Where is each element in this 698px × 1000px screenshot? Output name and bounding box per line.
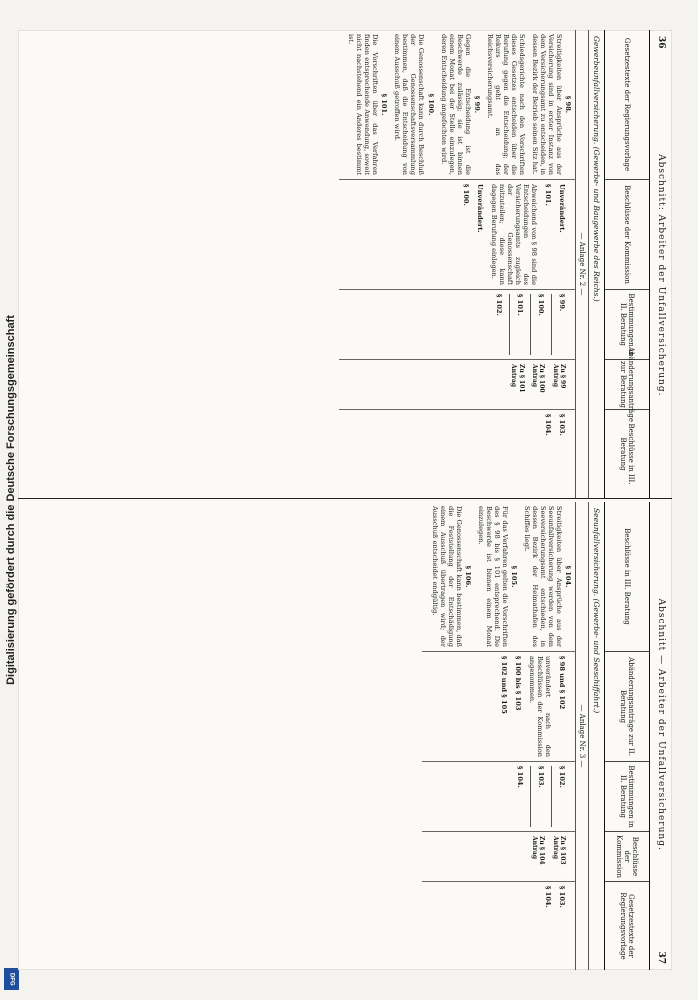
section-heading: Gewerbeunfallversicherung. (Gewerbe- und Baugewerbe des Reichs.)	[588, 30, 604, 498]
section-ref: § 103.	[558, 414, 566, 436]
section-ref: Unverändert.	[475, 184, 484, 233]
table-body	[339, 30, 575, 498]
paragraph: § 99. Gegen die Entscheidung ist die Beschwerde zulässig; sie ist binnen einem Monat bei der Stelle einzulegen, deren Entscheidung angefochten wird.	[439, 34, 481, 175]
column-ii-beratung	[423, 762, 576, 832]
column-kommission	[339, 180, 575, 290]
paragraph: § 106. Die Genossenschaft kann bestimmen, daß die Feststellung der Entschädigung einem Ausschuß übertragen wird; der Ausschuß entscheidet endgültig.	[430, 506, 472, 647]
amendment-ref: Zu § 99 Antrag	[551, 364, 566, 389]
scanned-page	[18, 30, 672, 970]
section-ref: § 104.	[543, 414, 552, 436]
section-ref: § 104.	[515, 766, 524, 788]
section-heading: Seeunfallversicherung. (Gewerbe- und Seeschiffahrt.)	[588, 502, 604, 970]
paragraph: Abweichend von § 98 sind die Entscheidungen des Versicherungsamts zugleich der Genossenschaft mitzuteilen; diese kann dagegen Berufung einlegen.	[489, 184, 538, 285]
right-page	[18, 502, 672, 970]
page-number: 36	[656, 36, 666, 49]
section-ref: § 100 bis § 103	[513, 656, 522, 711]
column-header: Beschlüsse in III. Beratung	[605, 502, 649, 652]
column-antraege	[339, 360, 575, 410]
paragraph: § 101. Die Vorschriften über das Verfahren finden entsprechende Anwendung, soweit nicht nachstehend ein Anderes bestimmt ist.	[347, 34, 389, 175]
amendment-ref: Zu § 103 Antrag	[551, 836, 566, 865]
column-header: Gesetzestexte der Regierungsvorlage	[605, 30, 649, 180]
section-ref: § 100.	[461, 184, 470, 206]
section-subheading: — Anlage Nr. 2 —	[575, 30, 588, 498]
section-ref: § 102.	[494, 294, 503, 316]
amendment-ref: Zu § 104 Antrag	[531, 836, 546, 865]
paragraph: unverändert nach den Beschlüssen der Kommission angenommen.	[527, 656, 552, 757]
section-ref: § 101.	[543, 184, 552, 206]
amendment-ref: Zu § 100 Antrag	[531, 364, 546, 393]
section-subheading: — Anlage Nr. 3 —	[575, 502, 588, 970]
column-headers	[604, 502, 649, 970]
section-ref: § 102.	[558, 766, 566, 788]
section-ref: § 102 und § 105	[499, 656, 508, 714]
column-regierungsvorlage	[423, 882, 576, 970]
column-ii-beratung	[339, 290, 575, 360]
column-header: Bestimmungen in II. Beratung	[605, 290, 649, 360]
column-iii-beratung	[339, 410, 575, 498]
column-header: Bestimmungen in II. Beratung	[605, 762, 649, 832]
paragraph: § 100. Die Genossenschaft kann durch Beschluß der Genossenschaftsversammlung bestimmen, daß die Entscheidung von einem Ausschuß getroffen wird.	[393, 34, 435, 175]
table-body	[423, 502, 576, 970]
paragraph: § 104. Streitigkeiten über Ansprüche aus der Seeunfallversicherung werden von dem Seeversicherungsamt entschieden, in dessen Bezirk der Heimathafen des Schiffes liegt.	[522, 506, 572, 647]
column-header: Beschlüsse der Kommission	[605, 180, 649, 290]
column-header: Beschlüsse in III. Beratung	[619, 423, 636, 485]
column-headers	[604, 30, 649, 498]
column-header: Abänderungsanträge zur II. Beratung	[605, 652, 649, 762]
column-header: Gesetzestexte der Regierungsvorlage	[619, 892, 636, 960]
column-regierungsvorlage	[339, 30, 575, 180]
column-antraege	[423, 652, 576, 762]
section-ref: § 98 und § 102	[558, 656, 566, 710]
dfg-watermark-text: Digitalisierung gefördert durch die Deutsche Forschungsgemeinschaft	[5, 315, 18, 685]
paragraph: Schiedsgerichte nach den Vorschriften dieses Gesetzes entscheiden über die Berufung gegen die Entscheidung; der Rekurs geht an das Reichsversicherungsamt.	[485, 34, 526, 175]
rotated-spread	[18, 30, 672, 970]
column-iii-beratung	[423, 502, 576, 652]
section-ref: § 100.	[536, 294, 545, 316]
dfg-logo-icon: DFG	[4, 968, 19, 990]
section-ref: § 103.	[558, 886, 566, 908]
section-ref: § 99.	[558, 294, 566, 312]
amendment-ref: Zu § 101 Antrag	[510, 364, 525, 393]
column-header: Abänderungsanträge zur Beratung	[605, 360, 649, 410]
section-ref: § 104.	[543, 886, 552, 908]
page-number: 37	[656, 951, 666, 964]
running-head	[649, 502, 672, 970]
column-header: Beschlüsse der Kommission	[605, 832, 649, 882]
section-ref: § 101.	[515, 294, 524, 316]
running-title: Abschnitt — Arbeiter der Unfallversicherung.	[656, 598, 666, 851]
section-ref: Unverändert.	[558, 184, 566, 233]
paragraph: § 105. Für das Verfahren gelten die Vorschriften des § 98 bis § 101 entsprechend. Die Beschwerde ist binnen einem Monat einzulegen.	[476, 506, 518, 647]
left-page	[18, 30, 672, 499]
paragraph: § 98. Streitigkeiten über Ansprüche aus der Versicherung sind in erster Instanz von dem Versicherungsamt zu entscheiden, in dessen Bezirk der Betrieb seinen Sitz hat.	[530, 34, 572, 175]
running-title: Abschnitt: Arbeiter der Unfallversicherung.	[656, 154, 666, 397]
section-ref: § 103.	[536, 766, 545, 788]
running-head	[649, 30, 672, 498]
column-kommission	[423, 832, 576, 882]
